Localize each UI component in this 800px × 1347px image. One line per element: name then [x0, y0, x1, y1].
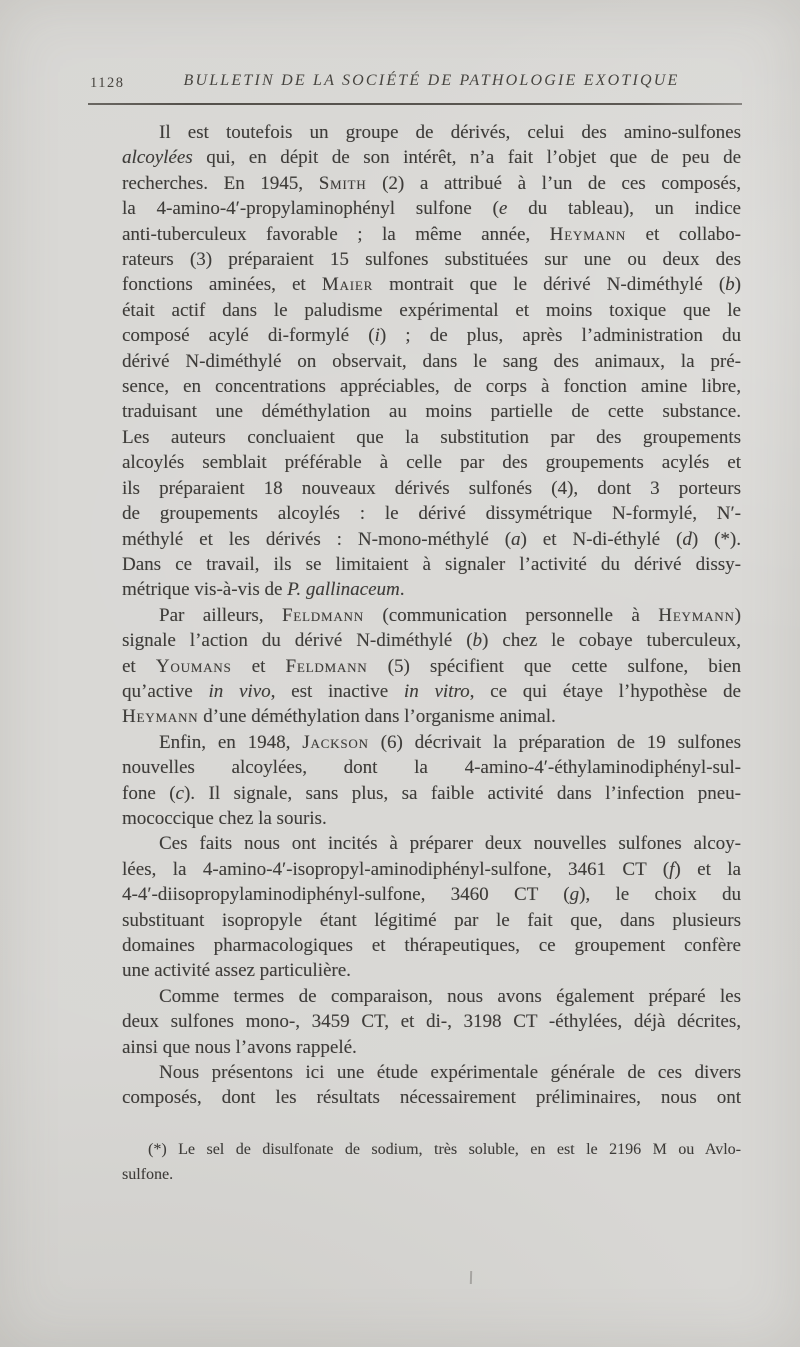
text-run: mococcique chez la souris.: [122, 807, 327, 829]
text-run: , est inactive: [270, 680, 404, 702]
text-run: Nous présentons ici une étude expérimentale générale de ces divers: [159, 1062, 741, 1084]
paragraph: [122, 603, 741, 730]
text-line: [122, 425, 741, 450]
italic-text: P. gallinaceum: [287, 579, 400, 601]
text-run: fone (: [122, 782, 176, 804]
footnote: [122, 1137, 741, 1187]
text-run: composé acylé di-formylé (: [122, 325, 375, 347]
text-line: [122, 323, 741, 348]
text-run: ), le choix du: [579, 884, 741, 906]
text-line: [122, 145, 741, 170]
text-run: métrique vis-à-vis de: [122, 579, 288, 601]
text-run: ils préparaient 18 nouveaux dérivés sulfonés (4), dont 3 porteurs: [122, 477, 741, 499]
text-run: (communication personnelle à: [363, 604, 659, 626]
text-run: ) chez le cobaye tuberculeux,: [482, 630, 741, 652]
paragraph: [122, 120, 741, 603]
smallcaps-name: Feldmann: [281, 604, 364, 626]
text-run: anti-tuberculeux favorable ; la même année,: [122, 223, 550, 245]
smallcaps-name: Heymann: [122, 706, 199, 728]
smallcaps-name: Jackson: [302, 731, 369, 753]
text-run: 4-4′-diisopropylaminodiphényl-sulfone, 3460 CT (: [122, 884, 570, 906]
text-run: et collabo-: [626, 223, 741, 245]
text-line: [122, 831, 741, 856]
text-run: (5) spécifient que cette sulfone, bien: [367, 655, 741, 677]
text-run: ainsi que nous l’avons rappelé.: [122, 1036, 357, 1058]
italic-text: a: [511, 528, 521, 550]
text-run: domaines pharmacologiques et thérapeutiques, ce groupement confère: [122, 935, 741, 956]
italic-text: in vivo: [208, 680, 271, 702]
text-line: [122, 577, 741, 602]
text-run: alcoylés semblait préférable à celle par des groupements acylés et: [122, 452, 741, 474]
text-run: Par ailleurs,: [159, 604, 282, 626]
text-line: [122, 501, 741, 526]
text-line: [122, 958, 741, 983]
text-line: [122, 222, 741, 247]
page-number: 1128: [90, 75, 125, 91]
text-run: deux sulfones mono-, 3459 CT, et di-, 3198 CT -éthylées, déjà décrites,: [122, 1011, 741, 1033]
text-run: Il est toutefois un groupe de dérivés, celui des amino-sulfones: [159, 122, 741, 143]
text-line: [122, 704, 741, 729]
header-rule: [88, 103, 742, 105]
text-run: de groupements alcoylés : le dérivé dissymétrique N-formylé, N′-: [122, 503, 741, 525]
text-line: [122, 1060, 741, 1085]
italic-text: b: [472, 630, 483, 652]
paragraph: [122, 1060, 741, 1111]
text-run: sulfone.: [122, 1165, 174, 1183]
text-run: la 4-amino-4′-propylaminophényl sulfone (: [122, 198, 499, 220]
article-body: [122, 120, 741, 1111]
text-line: [122, 349, 741, 374]
text-run: et: [122, 655, 156, 677]
text-run: ). Il signale, sans plus, sa faible activité dans l’infection pneu-: [183, 782, 741, 804]
text-line: [122, 1035, 741, 1060]
smallcaps-name: Maier: [321, 274, 374, 296]
text-line: [122, 196, 741, 221]
text-line: [122, 654, 741, 679]
text-run: rateurs (3) préparaient 15 sulfones substituées sur une ou deux des: [122, 249, 741, 271]
text-run: ): [734, 274, 741, 296]
italic-text: g: [569, 884, 580, 906]
italic-text: c: [175, 782, 184, 804]
text-run: recherches. En 1945,: [122, 172, 319, 194]
text-line: [122, 908, 741, 933]
paragraph: [122, 831, 741, 983]
text-run: méthylé et les dérivés : N-mono-méthylé (: [122, 528, 512, 550]
text-line: [122, 603, 741, 628]
text-run: ) et N-di-éthylé (: [520, 528, 683, 550]
journal-title: BULLETIN DE LA SOCIÉTÉ DE PATHOLOGIE EXOTIQUE: [183, 72, 680, 89]
text-line: [122, 857, 741, 882]
text-run: Enfin, en 1948,: [159, 731, 303, 753]
text-line: [122, 628, 741, 653]
paragraph: [122, 730, 741, 832]
text-run: Dans ce travail, ils se limitaient à signaler l’activité du dérivé dissy-: [122, 553, 741, 575]
italic-text: in vitro: [403, 680, 470, 702]
text-line: [122, 984, 741, 1009]
text-run: ) et la: [674, 858, 741, 880]
text-run: traduisant une déméthylation au moins partielle de cette substance.: [122, 401, 741, 423]
text-line: [122, 120, 741, 145]
paragraph: [122, 984, 741, 1060]
text-line: [122, 1085, 741, 1110]
text-line: [122, 527, 741, 552]
text-run: ) (*).: [691, 528, 741, 550]
text-line: [122, 781, 741, 806]
text-run: d’une déméthylation dans l’organisme animal.: [198, 706, 556, 728]
text-line: [122, 272, 741, 297]
text-run: qu’active: [122, 680, 209, 702]
text-line: [122, 679, 741, 704]
text-line: [122, 171, 741, 196]
text-run: .: [399, 579, 405, 601]
text-line: [122, 755, 741, 780]
text-line: [122, 1009, 741, 1034]
smallcaps-name: Youmans: [155, 655, 232, 677]
text-run: (*) Le sel de disulfonate de sodium, très soluble, en est le 2196 M ou Avlo-: [148, 1140, 741, 1158]
text-run: Ces faits nous ont incités à préparer deux nouvelles sulfones alcoy-: [159, 833, 741, 855]
text-run: dérivé N-diméthylé on observait, dans le sang des animaux, la pré-: [122, 350, 741, 372]
text-run: qui, en dépit de son intérêt, n’a fait l’objet que de peu de: [192, 147, 741, 169]
text-run: (6) décrivait la préparation de 19 sulfones: [368, 731, 741, 753]
text-run: , ce qui étaye l’hypothèse de: [469, 680, 741, 702]
italic-text: alcoylées: [122, 147, 193, 169]
text-line: [122, 1137, 741, 1162]
italic-text: i: [374, 325, 380, 347]
text-line: [122, 247, 741, 272]
text-run: substituant isopropyle étant légitimé par le fait que, dans plusieurs: [122, 909, 741, 931]
text-line: [122, 882, 741, 907]
text-run: était actif dans le paludisme expérimental et moins toxique que le: [122, 299, 741, 321]
text-line: [122, 552, 741, 577]
text-run: lées, la 4-amino-4′-isopropyl-aminodiphényl-sulfone, 3461 CT (: [122, 858, 670, 880]
italic-text: b: [725, 274, 735, 296]
text-run: nouvelles alcoylées, dont la 4-amino-4′-éthylaminodiphényl-sul-: [122, 757, 741, 779]
page-header: [0, 72, 800, 96]
text-run: et: [231, 655, 286, 677]
text-run: du tableau), un indice: [507, 198, 741, 220]
text-line: [122, 730, 741, 755]
text-run: composés, dont les résultats nécessairement préliminaires, nous ont: [122, 1087, 741, 1109]
italic-text: d: [682, 528, 692, 550]
italic-text: e: [498, 198, 508, 220]
paragraph: [122, 1137, 741, 1187]
text-run: fonctions aminées, et: [122, 274, 322, 296]
text-run: une activité assez particulière.: [122, 960, 351, 982]
smallcaps-name: Smith: [318, 172, 367, 194]
text-line: [122, 450, 741, 475]
text-run: montrait que le dérivé N-diméthylé (: [373, 274, 726, 296]
text-line: [122, 298, 741, 323]
text-run: ) ; de plus, après l’administration du: [379, 325, 741, 347]
italic-text: f: [669, 858, 675, 880]
smallcaps-name: Heymann: [549, 223, 627, 245]
text-line: [122, 476, 741, 501]
text-run: Les auteurs concluaient que la substitution par des groupements: [122, 426, 741, 448]
text-line: [122, 933, 741, 958]
scan-artifact-mark: [470, 1271, 472, 1284]
text-run: signale l’action du dérivé N-diméthylé (: [122, 630, 473, 652]
text-run: Comme termes de comparaison, nous avons également préparé les: [159, 985, 741, 1007]
smallcaps-name: Feldmann: [285, 655, 368, 677]
text-run: sence, en concentrations appréciables, de corps à fonction amine libre,: [122, 376, 741, 398]
text-line: [122, 399, 741, 424]
smallcaps-name: Heymann: [658, 604, 735, 626]
text-line: [122, 374, 741, 399]
text-line: [122, 1162, 741, 1187]
text-run: (2) a attribué à l’un de ces composés,: [366, 172, 741, 194]
text-line: [122, 806, 741, 831]
text-run: ): [734, 604, 741, 626]
